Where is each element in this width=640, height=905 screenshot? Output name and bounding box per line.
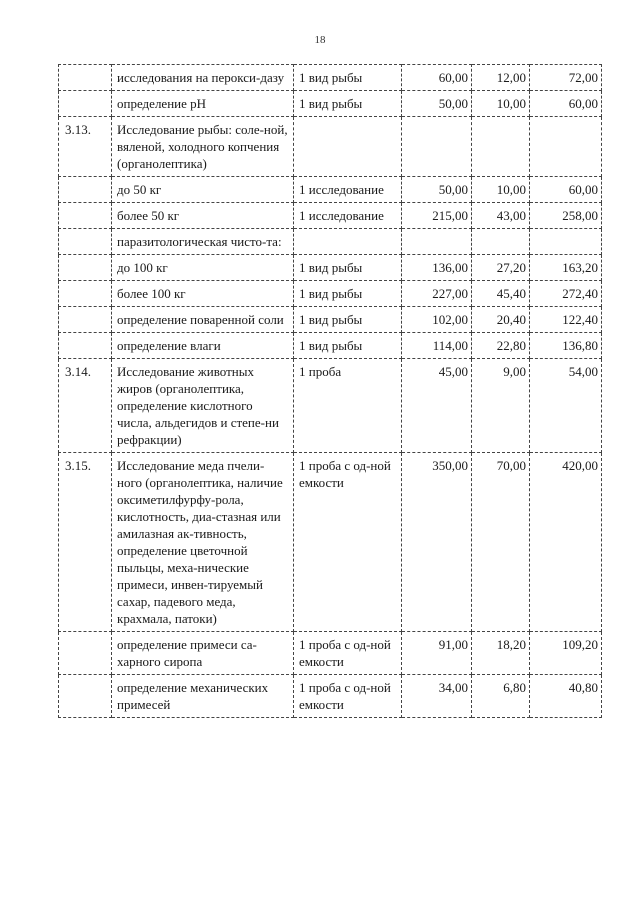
unit-cell: 1 проба с од-ной емкости <box>294 675 402 718</box>
table-row <box>59 632 602 675</box>
row-number-cell: 3.15. <box>59 453 112 632</box>
service-name-cell: определение pH <box>112 91 294 117</box>
unit-cell: 1 вид рыбы <box>294 281 402 307</box>
service-name-cell: Исследование рыбы: соле-ной, вяленой, холодного копчения (органолептика) <box>112 117 294 177</box>
price-cell: 114,00 <box>402 333 472 359</box>
price-cell: 60,00 <box>402 65 472 91</box>
unit-cell: 1 вид рыбы <box>294 333 402 359</box>
page-number: 18 <box>314 34 326 46</box>
row-number-cell: 3.14. <box>59 359 112 453</box>
total-cell: 54,00 <box>530 359 602 453</box>
price-cell <box>402 229 472 255</box>
unit-cell: 1 вид рыбы <box>294 255 402 281</box>
unit-cell: 1 исследование <box>294 203 402 229</box>
vat-cell: 27,20 <box>472 255 530 281</box>
total-cell: 60,00 <box>530 91 602 117</box>
row-number-cell <box>59 255 112 281</box>
total-cell <box>530 117 602 177</box>
service-name-cell: до 50 кг <box>112 177 294 203</box>
service-name-cell: определение механических примесей <box>112 675 294 718</box>
table-row <box>59 177 602 203</box>
service-name-cell: Исследование животных жиров (органолептика, определение кислотного числа, альдегидов и степе-ни рефракции) <box>112 359 294 453</box>
table-row <box>59 453 602 632</box>
service-name-cell: определение примеси са-харного сиропа <box>112 632 294 675</box>
vat-cell: 6,80 <box>472 675 530 718</box>
table-row <box>59 91 602 117</box>
table-row <box>59 255 602 281</box>
price-cell: 227,00 <box>402 281 472 307</box>
vat-cell <box>472 117 530 177</box>
unit-cell: 1 проба с од-ной емкости <box>294 453 402 632</box>
vat-cell: 45,40 <box>472 281 530 307</box>
vat-cell: 22,80 <box>472 333 530 359</box>
table-row <box>59 229 602 255</box>
vat-cell: 43,00 <box>472 203 530 229</box>
row-number-cell <box>59 632 112 675</box>
vat-cell <box>472 229 530 255</box>
price-cell: 34,00 <box>402 675 472 718</box>
table-row <box>59 333 602 359</box>
row-number-cell <box>59 281 112 307</box>
vat-cell: 10,00 <box>472 91 530 117</box>
vat-cell: 9,00 <box>472 359 530 453</box>
price-cell: 91,00 <box>402 632 472 675</box>
row-number-cell <box>59 91 112 117</box>
total-cell: 258,00 <box>530 203 602 229</box>
service-name-cell: Исследование меда пчели-ного (органолептика, наличие оксиметилфурфу-рола, кислотность, диа-стазная или амилазная ак-тивность, определение цветочной пыльцы, меха-нические примеси, инвен-тируемый сахар, падевого меда, крахмала, патоки) <box>112 453 294 632</box>
table-row <box>59 117 602 177</box>
row-number-cell <box>59 333 112 359</box>
price-cell <box>402 117 472 177</box>
row-number-cell: 3.13. <box>59 117 112 177</box>
row-number-cell <box>59 307 112 333</box>
service-name-cell: определение поваренной соли <box>112 307 294 333</box>
vat-cell: 20,40 <box>472 307 530 333</box>
total-cell: 136,80 <box>530 333 602 359</box>
unit-cell <box>294 117 402 177</box>
vat-cell: 10,00 <box>472 177 530 203</box>
price-cell: 45,00 <box>402 359 472 453</box>
total-cell: 272,40 <box>530 281 602 307</box>
service-name-cell: более 100 кг <box>112 281 294 307</box>
vat-cell: 70,00 <box>472 453 530 632</box>
table-row <box>59 203 602 229</box>
unit-cell: 1 вид рыбы <box>294 91 402 117</box>
unit-cell: 1 вид рыбы <box>294 65 402 91</box>
total-cell: 40,80 <box>530 675 602 718</box>
total-cell: 60,00 <box>530 177 602 203</box>
service-name-cell: исследования на перокси-дазу <box>112 65 294 91</box>
price-cell: 136,00 <box>402 255 472 281</box>
row-number-cell <box>59 65 112 91</box>
vat-cell: 18,20 <box>472 632 530 675</box>
table-row <box>59 281 602 307</box>
total-cell: 420,00 <box>530 453 602 632</box>
unit-cell <box>294 229 402 255</box>
row-number-cell <box>59 203 112 229</box>
row-number-cell <box>59 229 112 255</box>
unit-cell: 1 вид рыбы <box>294 307 402 333</box>
total-cell: 122,40 <box>530 307 602 333</box>
price-cell: 50,00 <box>402 177 472 203</box>
table-row <box>59 359 602 453</box>
unit-cell: 1 проба с од-ной емкости <box>294 632 402 675</box>
row-number-cell <box>59 675 112 718</box>
service-name-cell: более 50 кг <box>112 203 294 229</box>
table-row <box>59 307 602 333</box>
table-row <box>59 65 602 91</box>
price-table-body <box>59 65 602 718</box>
vat-cell: 12,00 <box>472 65 530 91</box>
total-cell <box>530 229 602 255</box>
unit-cell: 1 проба <box>294 359 402 453</box>
total-cell: 72,00 <box>530 65 602 91</box>
total-cell: 109,20 <box>530 632 602 675</box>
price-cell: 350,00 <box>402 453 472 632</box>
price-cell: 102,00 <box>402 307 472 333</box>
row-number-cell <box>59 177 112 203</box>
total-cell: 163,20 <box>530 255 602 281</box>
table-row <box>59 675 602 718</box>
price-cell: 215,00 <box>402 203 472 229</box>
unit-cell: 1 исследование <box>294 177 402 203</box>
service-name-cell: определение влаги <box>112 333 294 359</box>
service-name-cell: паразитологическая чисто-та: <box>112 229 294 255</box>
price-table <box>58 64 602 718</box>
service-name-cell: до 100 кг <box>112 255 294 281</box>
price-cell: 50,00 <box>402 91 472 117</box>
